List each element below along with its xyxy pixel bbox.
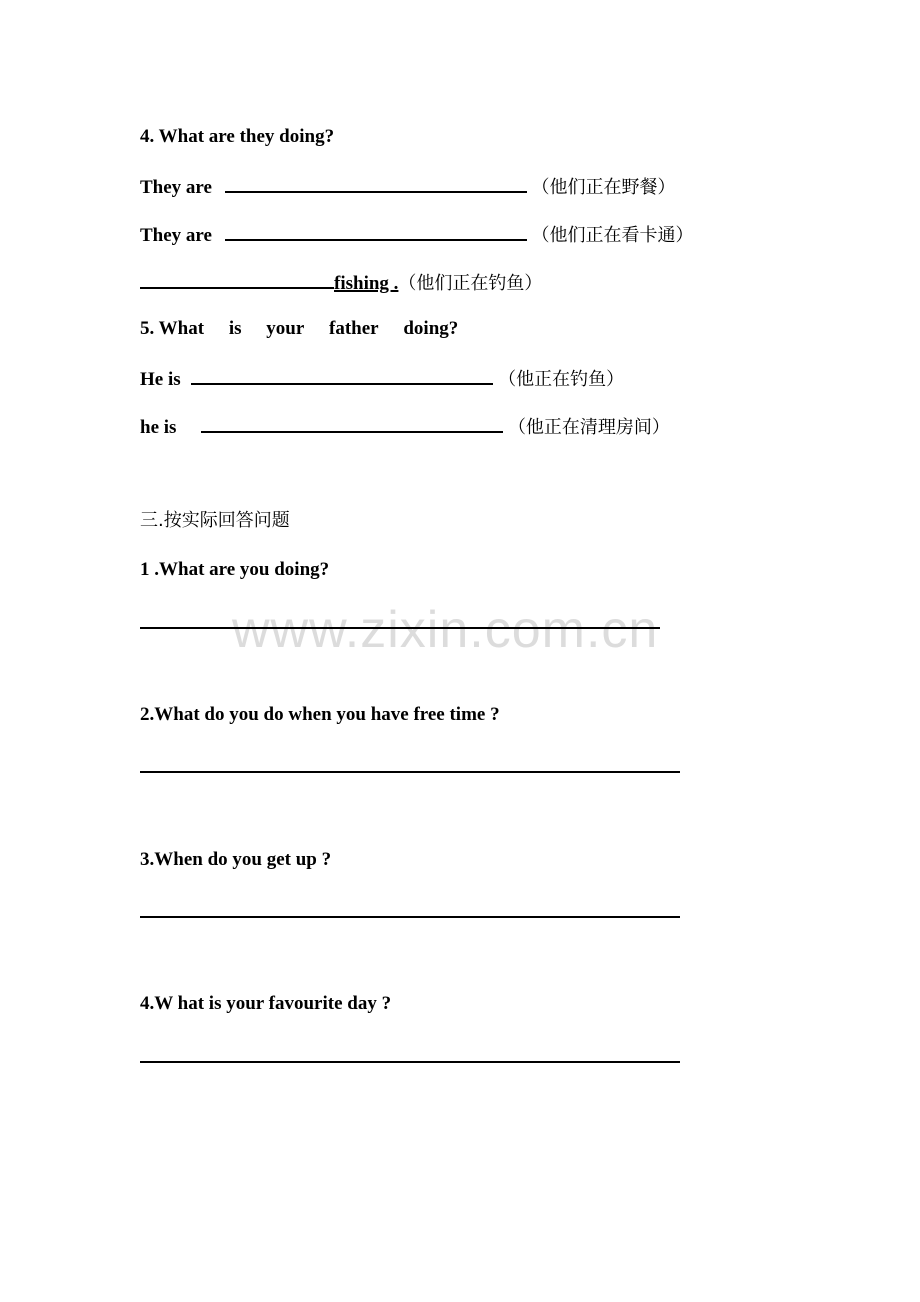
q4-answer-2-blank[interactable] [225,221,527,241]
q4-answer-2-prefix: They are [140,225,212,246]
q5-word: doing? [403,318,459,339]
s3-answer-line-3[interactable] [140,916,680,918]
q5-answer-2-prefix: he is [140,417,177,438]
q5-question [140,317,478,341]
q4-answer-2-hint: （他们正在看卡通） [531,225,694,246]
q5-word: is [228,318,242,339]
q4-answer-3-blank[interactable] [140,269,334,289]
q5-answer-1-blank[interactable] [191,365,493,385]
s3-answer-line-4[interactable] [140,1061,680,1063]
s3-question-3: 3.When do you get up ? [140,849,332,870]
q4-question: 4. What are they doing? [140,126,335,147]
watermark: www.zixin.com.cn [232,601,659,659]
q4-answer-1-prefix: They are [140,177,212,198]
q5-answer-1-prefix: He is [140,369,181,390]
section3-heading: 三.按实际回答问题 [140,510,290,531]
q4-answer-1 [140,173,675,200]
s3-answer-line-2[interactable] [140,771,680,773]
q5-word: father [329,318,379,339]
q5-answer-2 [140,413,670,440]
q4-answer-1-hint: （他们正在野餐） [531,177,676,198]
q5-word: 5. What [140,318,205,339]
q5-answer-1-hint: （他正在钓鱼） [498,369,625,390]
q4-answer-1-blank[interactable] [225,173,527,193]
s3-question-2: 2.What do you do when you have free time ? [140,704,500,725]
q5-word: your [266,318,305,339]
q4-answer-3 [140,269,542,296]
q4-answer-3-hint: （他们正在钓鱼） [398,273,543,294]
q5-answer-2-blank[interactable] [201,413,503,433]
q4-answer-3-word: fishing . [334,273,399,294]
s3-answer-line-1[interactable] [140,627,660,629]
s3-question-1: 1 .What are you doing? [140,559,330,580]
q4-answer-2 [140,221,693,248]
s3-question-4: 4.W hat is your favourite day ? [140,993,392,1014]
q5-answer-1 [140,365,624,392]
q5-answer-2-hint: （他正在清理房间） [507,417,670,438]
